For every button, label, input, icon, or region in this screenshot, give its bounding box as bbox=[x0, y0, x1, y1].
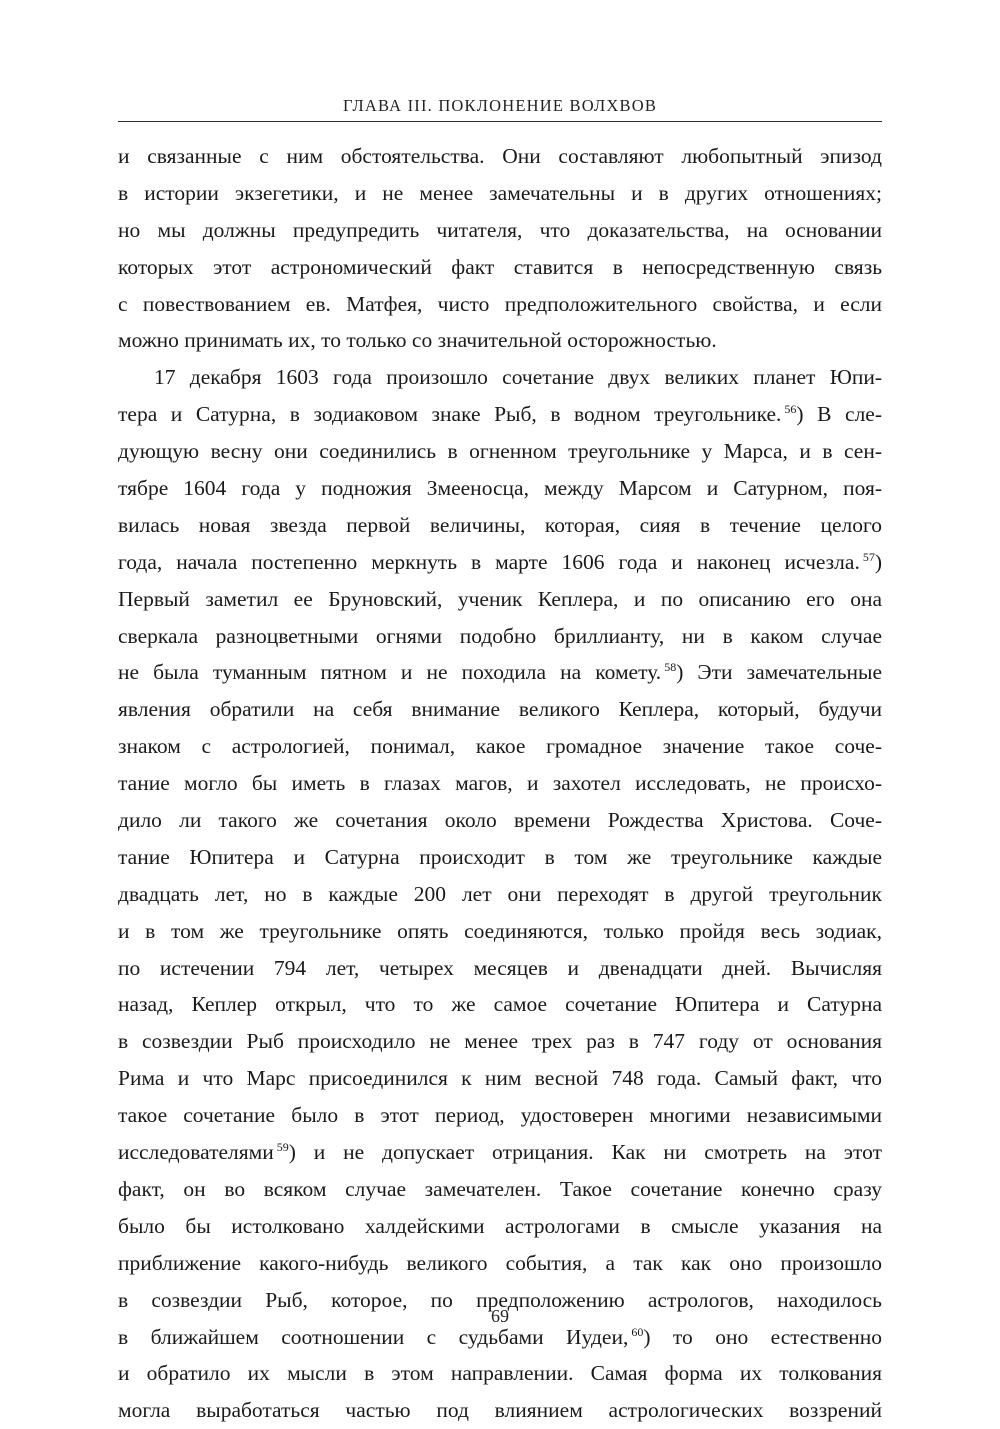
text-line bbox=[118, 138, 882, 175]
text-line bbox=[118, 396, 882, 433]
text-segment: года, начала постепенно меркнуть в марте 1606 года и наконец исчезла. bbox=[118, 549, 860, 574]
page-number: 69 bbox=[491, 1306, 509, 1326]
text-segment: назад, Кеплер открыл, что то же самое сочетание Юпитера и Сатурна bbox=[118, 992, 882, 1017]
text-segment: тера и Сатурна, в зодиаковом знаке Рыб, в водном треугольнике. bbox=[118, 402, 782, 427]
header-rule bbox=[118, 121, 882, 122]
text-segment: такое сочетание было в этот период, удостоверен многими независимыми bbox=[118, 1103, 882, 1128]
text-segment: 17 декабря 1603 года произошло сочетание двух великих планет Юпи- bbox=[154, 365, 882, 390]
text-segment: сверкала разноцветными огнями подобно бриллианту, ни в каком случае bbox=[118, 623, 882, 648]
text-segment: в истории экзегетики, и не менее замечательны и в других отношениях; bbox=[118, 180, 882, 205]
text-segment: в ближайшем соотношении с судьбами Иудеи, bbox=[118, 1324, 629, 1349]
footnote-marker[interactable]: 58 bbox=[664, 660, 677, 675]
text-segment: исследователями bbox=[118, 1140, 274, 1165]
text-line bbox=[118, 1023, 882, 1060]
text-line bbox=[118, 691, 882, 728]
text-line bbox=[118, 1134, 882, 1171]
text-line bbox=[118, 249, 882, 286]
footnote-marker[interactable]: 57 bbox=[862, 549, 875, 564]
text-line bbox=[118, 212, 882, 249]
text-segment: ) bbox=[874, 549, 882, 574]
text-segment: и связанные с ним обстоятельства. Они составляют любопытный эпизод bbox=[118, 144, 882, 168]
text-segment: тябре 1604 года у подножия Змееносца, между Марсом и Сатурном, поя- bbox=[118, 476, 882, 501]
text-line bbox=[118, 544, 882, 581]
text-line bbox=[118, 618, 882, 655]
footnote-marker[interactable]: 60 bbox=[631, 1324, 644, 1339]
text-segment: с повествованием ев. Матфея, чисто предположительного свойства, и если bbox=[118, 291, 882, 316]
text-segment: ) Эти замечательные bbox=[676, 660, 882, 685]
text-segment: ) В сле- bbox=[796, 402, 882, 427]
text-line bbox=[118, 802, 882, 839]
text-segment: дило ли такого же сочетания около времени Рождества Христова. Соче- bbox=[118, 808, 882, 833]
text-segment: в созвездии Рыб, которое, по предположению астрологов, находилось bbox=[118, 1287, 882, 1312]
text-line bbox=[118, 507, 882, 544]
text-segment: в созвездии Рыб происходило не менее трех раз в 747 году от основания bbox=[118, 1029, 882, 1054]
text-segment: приближение какого-нибудь великого события, а так как оно произошло bbox=[118, 1250, 882, 1275]
text-segment: ) и не допускает отрицания. Как ни смотреть на этот bbox=[288, 1140, 882, 1165]
text-line bbox=[118, 728, 882, 765]
running-head: ГЛАВА III. ПОКЛОНЕНИЕ ВОЛХВОВ bbox=[342, 96, 658, 115]
text-line bbox=[118, 654, 882, 691]
text-segment: дующую весну они соединились в огненном треугольнике у Марса, и в сен- bbox=[118, 439, 882, 464]
footnote-marker[interactable]: 56 bbox=[784, 402, 797, 417]
text-line bbox=[118, 322, 882, 359]
text-line bbox=[118, 359, 882, 396]
text-line bbox=[118, 1208, 882, 1245]
text-line bbox=[118, 876, 882, 913]
text-line bbox=[118, 470, 882, 507]
text-line bbox=[118, 1392, 882, 1429]
text-segment: но мы должны предупредить читателя, что доказательства, на основании bbox=[118, 217, 882, 242]
text-segment: Рима и что Марс присоединился к ним весной 748 года. Самый факт, что bbox=[118, 1066, 882, 1091]
text-line bbox=[118, 1171, 882, 1208]
text-line bbox=[118, 913, 882, 950]
text-line bbox=[118, 1355, 882, 1392]
text-segment: двадцать лет, но в каждые 200 лет они переходят в другой треугольник bbox=[118, 881, 882, 906]
text-segment: явления обратили на себя внимание великого Кеплера, который, будучи bbox=[118, 697, 882, 722]
body-text bbox=[118, 138, 882, 1429]
text-line bbox=[118, 175, 882, 212]
text-line bbox=[118, 286, 882, 323]
text-line bbox=[118, 765, 882, 802]
text-segment: которых этот астрономический факт ставится в непосредственную связь bbox=[118, 254, 882, 279]
text-line bbox=[118, 1245, 882, 1282]
text-segment: вилась новая звезда первой величины, которая, сияя в течение целого bbox=[118, 512, 882, 537]
text-segment: и в том же треугольнике опять соединяются, только пройдя весь зодиак, bbox=[118, 918, 882, 943]
text-segment: Первый заметил ее Бруновский, ученик Кеплера, и по описанию его она bbox=[118, 586, 882, 611]
text-segment: и обратило их мысли в этом направлении. Самая форма их толкования bbox=[118, 1361, 882, 1386]
text-segment: могла выработаться частью под влиянием астрологических воззрений bbox=[118, 1398, 882, 1423]
text-segment: не была туманным пятном и не походила на комету. bbox=[118, 660, 662, 685]
text-segment: ) то оно естественно bbox=[643, 1324, 882, 1349]
text-segment: факт, он во всяком случае замечателен. Такое сочетание конечно сразу bbox=[118, 1176, 882, 1201]
text-line bbox=[118, 839, 882, 876]
text-line bbox=[118, 433, 882, 470]
text-line bbox=[118, 1060, 882, 1097]
footnote-marker[interactable]: 59 bbox=[276, 1140, 289, 1155]
text-line bbox=[118, 986, 882, 1023]
text-segment: тание Юпитера и Сатурна происходит в том же треугольнике каждые bbox=[118, 844, 882, 869]
text-segment: было бы истолковано халдейскими астрологами в смысле указания на bbox=[118, 1213, 882, 1238]
text-segment: можно принимать их, то только со значительной осторожностью. bbox=[118, 328, 717, 353]
text-segment: по истечении 794 лет, четырех месяцев и двенадцати дней. Вычисляя bbox=[118, 955, 882, 980]
text-segment: тание могло бы иметь в глазах магов, и захотел исследовать, не происхо- bbox=[118, 771, 882, 796]
text-segment: знаком с астрологией, понимал, какое громадное значение такое соче- bbox=[118, 734, 882, 759]
text-line bbox=[118, 1097, 882, 1134]
text-line bbox=[118, 581, 882, 618]
text-line bbox=[118, 950, 882, 987]
